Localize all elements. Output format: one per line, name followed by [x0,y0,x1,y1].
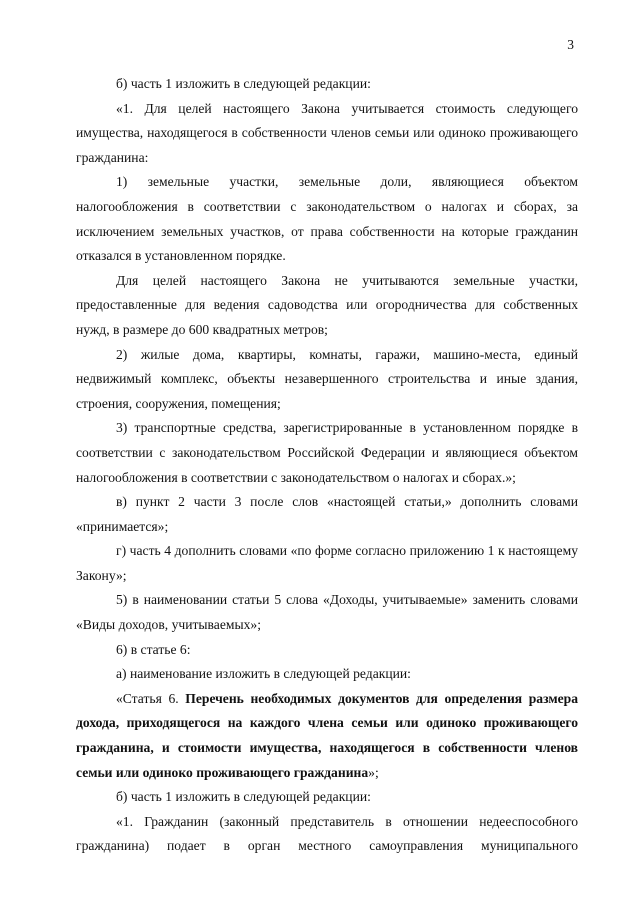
paragraph: 5) в наименовании статьи 5 слова «Доходы, учитываемые» заменить словами «Виды доходов, учитываемых»; [76,592,578,633]
paragraph: 2) жилые дома, квартиры, комнаты, гаражи, машино-места, единый недвижимый комплекс, объекты незавершенного строительства и иные здания, строения, сооружения, помещения; [76,346,578,411]
paragraph: в) пункт 2 части 3 после слов «настоящей статьи,» дополнить словами «принимается»; [76,494,578,534]
paragraph: 1) земельные участки, земельные доли, являющиеся объектом налогообложения в соответствии с законодательством о налогах и сборах, за исключением земельных участков, от права собственности на которые гражданин отказался в установленном порядке. [76,174,578,264]
paragraph: «1. Гражданин (законный представитель в отношении недееспособного гражданина) подает в орган местного самоуправления муниципального [76,813,578,854]
page-number: 3 [567,37,574,52]
paragraph: а) наименование изложить в следующей редакции: [116,666,411,682]
paragraph: «1. Для целей настоящего Закона учитывается стоимость следующего имущества, находящегося в собственности членов семьи или одиноко проживающего гражданина: [76,100,578,165]
document-body [76,72,578,859]
paragraph: б) часть 1 изложить в следующей редакции: [116,789,371,805]
article-title-bold: Перечень необходимых документов для определения размера дохода, приходящегося на каждого члена семьи или одиноко проживающего гражданина, и стоимости имущества, находящегося в собственности членов семьи или одиноко проживающего гражданина [76,690,579,780]
paragraph: г) часть 4 дополнить словами «по форме согласно приложению 1 к настоящему Закону»; [76,543,578,583]
paragraph: Для целей настоящего Закона не учитываются земельные участки, предоставленные для ведения садоводства или огородничества для собственных нужд, в размере до 600 квадратных метров; [76,272,578,337]
paragraph: 6) в статье 6: [116,641,191,657]
article-title-suffix: »; [368,764,379,780]
paragraph: б) часть 1 изложить в следующей редакции: [116,76,371,91]
paragraph: 3) транспортные средства, зарегистрированные в установленном порядке в соответствии с законодательством Российской Федерации и являющиеся объектом налогообложения в соответствии с законодательством о налогах и сборах.»; [76,420,578,485]
article-title-paragraph [76,687,578,785]
article-title-prefix: «Статья 6. [116,690,186,706]
